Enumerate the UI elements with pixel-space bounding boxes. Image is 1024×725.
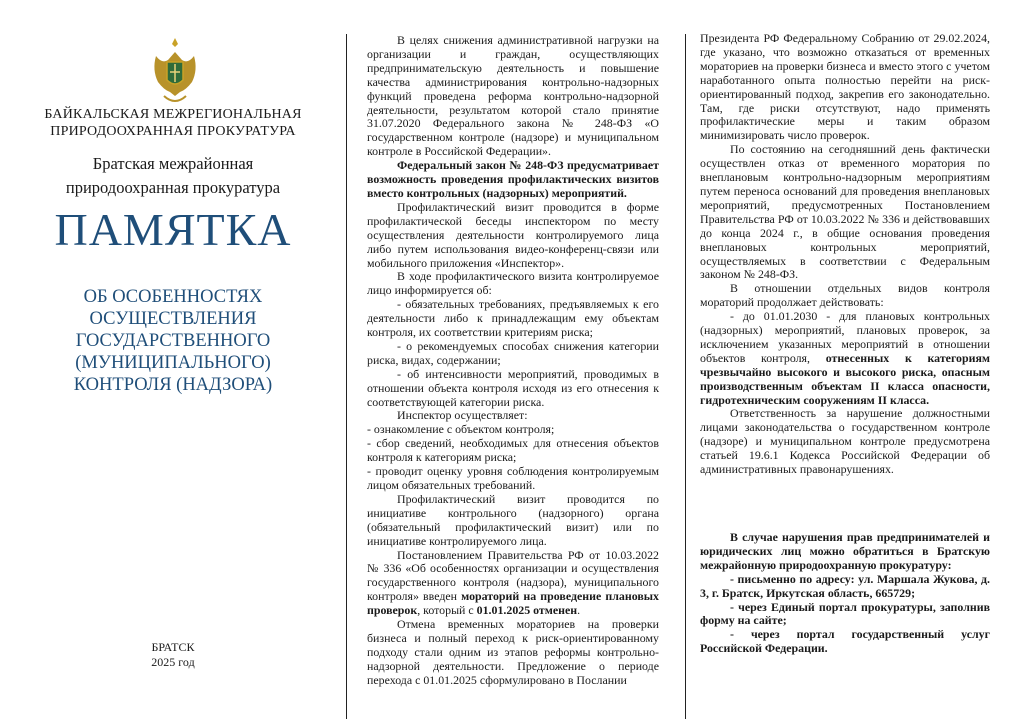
inspector-intro: Инспектор осуществляет: [397,408,528,423]
list-item: - о рекомендуемых способах снижения категории риска, видах, содержании; [367,338,659,367]
intro-paragraph: В целях снижения административной нагрузки на организации и граждан, осуществляющих предпринимательскую деятельность и повышение качества администрирования контрольно-надзорных функций проведена реформа контрольно-надзорной деятельности, результатом которой стало принятие 31.07.2020 Федерального закона № 248-ФЗ «О государственном контроле (надзоре) и муниципальном контроле в Российской Федерации». [367,33,659,159]
year-label: 2025 год [151,655,195,669]
contact-intro-text: В случае нарушения прав предпринимателей и юридических лиц можно обратиться в Братскую межрайонную природоохранную прокуратуру: [700,530,990,572]
list-item: - ознакомление с объектом контроля; [367,422,555,437]
contact-address-text: - письменно по адресу: ул. Маршала Жукова, д. 3, г. Братск, Иркутская область, 665729; [700,571,990,600]
contact-intro [700,531,990,573]
moratorium-bold: мораторий на проведение плановых проверок [367,589,659,618]
status-paragraph: По состоянию на сегодняшний день фактически осуществлен отказ от временного моратория по внеплановым контрольно-надзорным мероприятиям путем переноса оснований для проведения внеплановых мероприятий, предусмотренных Постановлением Правительства РФ от 10.03.2022 № 336 и действовавших до конца 2024 г., в общие основания проведения внеплановых контрольных мероприятий, осуществляемых в соответствии с Федеральным законом № 248-ФЗ. [700,142,990,282]
middle-column [346,34,686,719]
contact-portal [700,601,990,629]
moratorium-exception [700,310,990,407]
moratorium-paragraph [367,549,659,619]
exception-bold: отнесенных к категориям чрезвычайно высокого и высокого риска, опасным производственным объектам II класса опасности, гидротехническим сооружениям II класса. [700,350,990,407]
city-name: БРАТСК [151,640,195,654]
visit-info-intro: В ходе профилактического визита контролируемое лицо информируется об: [367,269,659,298]
cover-column [0,0,346,725]
moratorium-text: Постановлением Правительства РФ от 10.03.2022 № 336 «Об особенностях организации и осуществления государственного контроля (надзора), муниципального контроля» введен [367,547,659,604]
contact-block [700,531,990,656]
exception-text: - до 01.01.2030 - для плановых контрольных (надзорных) мероприятий, плановых проверок, за исключением указанных мероприятий в отношении объектов контроля, [700,309,990,365]
visit-initiative: Профилактический визит проводится по инициативе контрольного (надзорного) органа (обязательный профилактический визит) или по инициативе контролируемого лица. [367,491,659,548]
contact-gosuslugi-text: - через портал государственный услуг Российской Федерации. [700,627,990,656]
contact-address [700,573,990,601]
moratorium-end: . [577,603,581,618]
footer-place [0,640,346,670]
contact-portal-text: - через Единый портал прокуратуры, заполнив форму на сайте; [700,599,990,628]
moratorium-date: 01.01.2025 отменен [476,603,578,618]
right-column [686,0,1024,725]
list-item: - обязательных требованиях, предъявляемых к его деятельности либо к принадлежащим ему объектам контроля, их соответствии критериям риска; [367,297,659,340]
visit-description: Профилактический визит проводится в форме профилактической беседы инспектором по месту осуществления деятельности контролируемого лица либо путем использования видео-конференц-связи или мобильного приложения «Инспектор». [367,199,659,270]
prosecutor-emblem-icon [150,34,200,108]
sub-organization-name: Братская межрайонная природоохранная прокуратура [65,154,281,197]
liability-paragraph: Ответственность за нарушение должностными лицами законодательства о государственном контроле (надзоре) и муниципальном контроле предусмотрена статьей 19.6.1 Кодекса Российской Федерации об административных правонарушениях. [700,406,990,477]
page-title: ПАМЯТКА [54,204,292,255]
list-item: - проводит оценку уровня соблюдения контролируемым лицом обязательных требований. [367,464,659,492]
law-highlight-text: Федеральный закон № 248-ФЗ предусматривает возможность проведения профилактических визитов вместо контрольных (надзорных) мероприятий. [367,158,659,200]
law-highlight [367,159,659,201]
list-item: - об интенсивности мероприятий, проводимых в отношении объекта контроля исходя из его отнесения к соответствующей категории риска. [367,366,659,409]
moratorium-text-2: , который с [417,603,477,618]
contact-gosuslugi [700,628,990,656]
reform-paragraph: Отмена временных мораториев на проверки бизнеса и полный переход к риск-ориентированному подходу стали одним из этапов реформы контрольно-надзорной деятельности. Предложение о периоде перехода с 01.01.2025 сформулировано в Послании [367,617,659,687]
moratorium-continues: В отношении отдельных видов контроля мораторий продолжает действовать: [700,281,990,310]
organization-name: БАЙКАЛЬСКАЯ МЕЖРЕГИОНАЛЬНАЯ ПРИРОДООХРАННАЯ ПРОКУРАТУРА [44,107,302,139]
continuation-paragraph: Президента РФ Федеральному Собранию от 29.02.2024, где указано, что возможно отказаться от временных мораториев на проверки бизнеса и вместо этого с учетом наработанного опыта полностью перейти на риск-ориентированный подход, закрепив его законодательно. Там, где риски отсутствуют, надо применять профилактические меры и таким образом минимизировать число проверок. [700,31,990,143]
list-item: - сбор сведений, необходимых для отнесения объектов контроля к категориям риска; [367,436,659,465]
page-subtitle: ОБ ОСОБЕННОСТЯХ ОСУЩЕСТВЛЕНИЯ ГОСУДАРСТВЕННОГО (МУНИЦИПАЛЬНОГО) КОНТРОЛЯ (НАДЗОРА) [73,287,273,395]
